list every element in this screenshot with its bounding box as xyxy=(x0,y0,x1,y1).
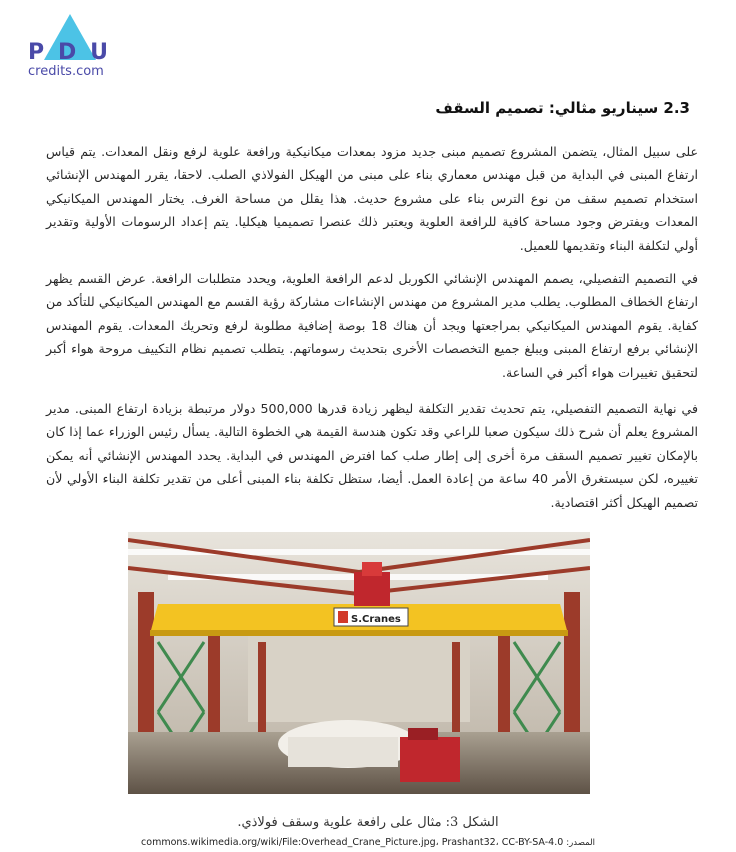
figure-source-label: المصدر: xyxy=(566,838,595,848)
logo-letters xyxy=(28,40,108,65)
logo-subtitle: credits.com xyxy=(28,64,104,79)
figure-caption: الشكل 3: مثال على رافعة علوية وسقف فولاذي. xyxy=(237,815,499,830)
section-title: 2.3 سيناريو مثالي: تصميم السقف xyxy=(435,99,690,117)
crane-illustration xyxy=(128,532,590,794)
paragraph-2: في التصميم التفصيلي، يصمم المهندس الإنشائي الكوربل لدعم الرافعة العلوية، ويحدد متطلبات الرافعة. عرض القسم يظهر ارتفاع الخطاف المطلوب. يطلب مدير المشروع من مهندس الإنشاءات مشاركة رؤية القسم مع المهندس الميكانيكي للتأكد من كفاية. يقوم المهندس الميكانيكي بمراجعتها ويجد أن هناك 18 بوصة إضافية مطلوبة لرفع وتحريك المعدات. يقوم المهندس الإنشائي برفع ارتفاع المبنى ويبلغ جميع التخصصات الأخرى بتحديث رسوماتهم. يتطلب تصميم نظام التكييف مروحة هواء أكبر لتحقيق تغييرات هواء أكبر في الساعة. xyxy=(46,271,699,380)
figure-source xyxy=(0,837,736,848)
paragraph-3: في نهاية التصميم التفصيلي، يتم تحديث تقدير التكلفة ليظهر زيادة قدرها 500,000 دولار مرتبطة بزيادة ارتفاع المبنى. مدير المشروع يعلم أن شرح ذلك سيكون صعبا للراعي وقد تكون هندسة القيمة هي الخطوة التالية. يسأل رئيس الوزراء عما إذا كان بالإمكان تغيير تصميم السقف مرة أخرى إلى إطار صلب كما افترض المهندس في البداية. يحدد المهندس الإنشائي أنه يمكن تغييره، لكن سيستغرق الأمر 40 ساعة من إعادة العمل. أيضا، ستظل تكلفة بناء المبنى أعلى من تقدير تكلفة البناء الأولي لأن تصميم الهيكل أكثر اقتصادية. xyxy=(46,401,698,510)
pdu-credits-logo xyxy=(26,12,110,80)
overhead-crane-photo xyxy=(128,532,590,794)
logo-letter-u: U xyxy=(90,40,108,65)
logo-letter-p: P xyxy=(28,40,45,65)
figure-source-text: commons.wikimedia.org/wiki/File:Overhead_Crane_Picture.jpg، Prashant32، CC-BY-SA-4.0 xyxy=(141,837,564,848)
paragraph-1: على سبيل المثال، يتضمن المشروع تصميم مبنى جديد مزود بمعدات ميكانيكية ورافعة علوية لرفع ونقل المعدات. يتم قياس ارتفاع المبنى في البداية من قبل مهندس معماري بناء على مبنى من الهيكل الفولاذي الصلب. لاحقا، يقرر المهندس الإنشائي استخدام تصميم سقف من نوع الترس بناء على مشروع حديث. هذا يقلل من مساحة الغرف. يختار المهندس الميكانيكي المعدات ويفترض وجود مساحة كافية للرافعة العلوية ويعتبر ذلك عنصرا تصميميا هيكليا. يتم إعداد الرسومات الأولية وتقدير أولي لتكلفة البناء وتقديمها للعميل. xyxy=(46,144,698,253)
logo-letter-d: D xyxy=(57,40,77,65)
crane-sign-text: S.Cranes xyxy=(351,614,401,625)
